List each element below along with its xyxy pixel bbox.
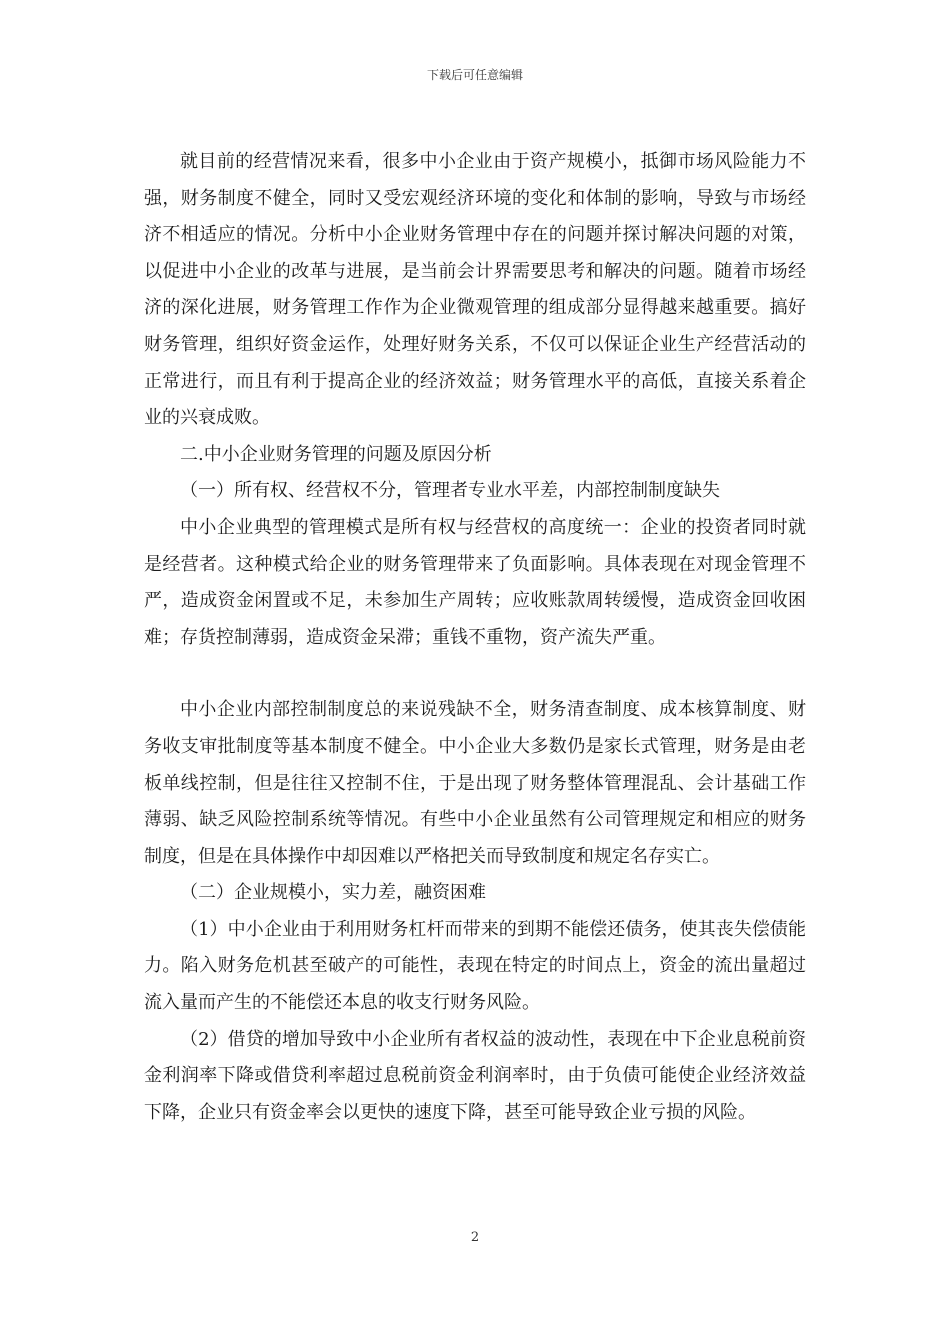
subsection-heading-2: （二）企业规模小，实力差，融资困难 [180, 882, 486, 904]
paragraph-management-model: 中小企业典型的管理模式是所有权与经营权的高度统一：企业的投资者同时就是经营者。这种模式给企业的财务管理带来了负面影响。具体表现在对现金管理不严，造成资金闲置或不足，未参加生产周转；应收账款周转缓慢，造成资金回收困难；存货控制薄弱，造成资金呆滞；重钱不重物，资产流失严重。 [144, 516, 806, 648]
subsection-heading-1: （一）所有权、经营权不分，管理者专业水平差，内部控制制度缺失 [180, 480, 720, 502]
page-number: 2 [470, 1230, 480, 1245]
paragraph-intro: 就目前的经营情况来看，很多中小企业由于资产规模小，抵御市场风险能力不强，财务制度不健全，同时又受宏观经济环境的变化和体制的影响，导致与市场经济不相适应的情况。分析中小企业财务管理中存在的问题并探讨解决问题的对策，以促进中小企业的改革与进展，是当前会计界需要思考和解决的问题。随着市场经济的深化进展，财务管理工作作为企业微观管理的组成部分显得越来越重要。搞好财务管理，组织好资金运作，处理好财务关系，不仅可以保证企业生产经营活动的正常进行，而且有利于提高企业的经济效益；财务管理水平的高低，直接关系着企业的兴衰成败。 [144, 151, 806, 429]
paragraph-gap [144, 656, 806, 692]
paragraph-point-2: （2）借贷的增加导致中小企业所有者权益的波动性，表现在中下企业息税前资金利润率下降或借贷利率超过息税前资金利润率时，由于负债可能使企业经济效益下降，企业只有资金率会以更快的速度下降，甚至可能导致企业亏损的风险。 [144, 1028, 806, 1123]
paragraph-internal-control: 中小企业内部控制制度总的来说残缺不全，财务清查制度、成本核算制度、财务收支审批制度等基本制度不健全。中小企业大多数仍是家长式管理，财务是由老板单线控制，但是往往又控制不住，于是出现了财务整体管理混乱、会计基础工作薄弱、缺乏风险控制系统等情况。有些中小企业虽然有公司管理规定和相应的财务制度，但是在具体操作中却因难以严格把关而导致制度和规定名存实亡。 [144, 699, 806, 867]
section-heading-2: 二.中小企业财务管理的问题及原因分析 [180, 443, 492, 465]
document-body [144, 144, 806, 1131]
paragraph-point-1: （1）中小企业由于利用财务杠杆而带来的到期不能偿还债务，使其丧失偿债能力。陷入财务危机甚至破产的可能性，表现在特定的时间点上，资金的流出量超过流入量而产生的不能偿还本息的收支行财务风险。 [144, 918, 806, 1014]
page-header: 下载后可任意编辑 [426, 68, 523, 82]
